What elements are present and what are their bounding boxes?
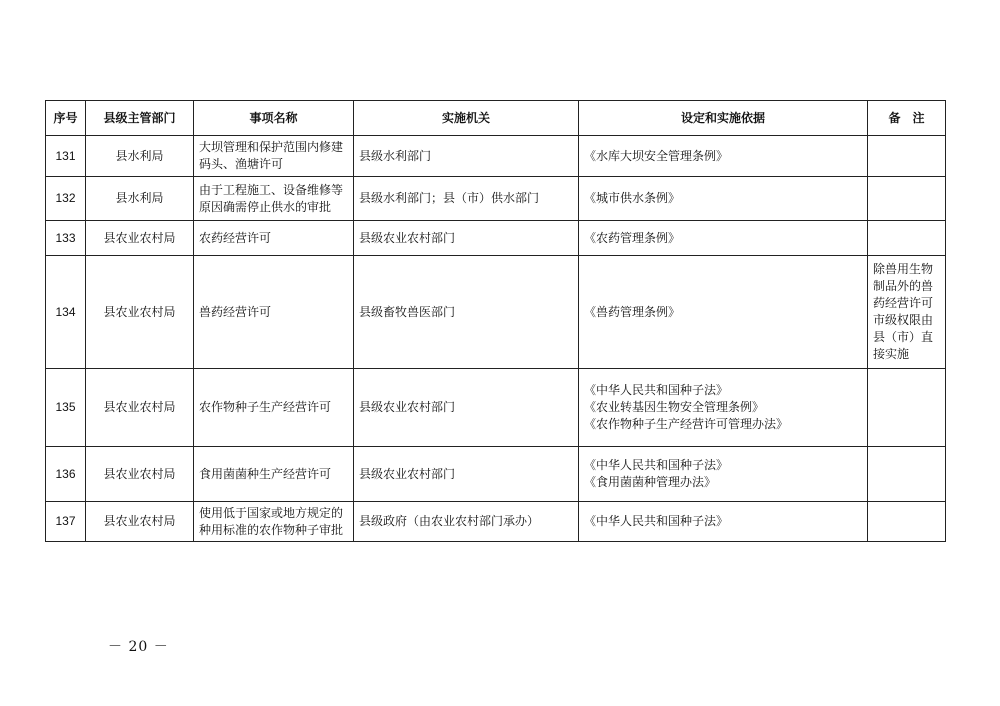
basis-line: 《兽药管理条例》 [584, 304, 681, 319]
cell-basis [579, 256, 868, 369]
basis-line: 《水库大坝安全管理条例》 [584, 148, 729, 163]
basis-line: 《中华人民共和国种子法》 [584, 514, 729, 528]
cell-department: 县农业农村局 [86, 447, 194, 502]
basis-line: 《中华人民共和国种子法》 [584, 383, 729, 397]
header-department: 县级主管部门 [86, 101, 194, 136]
cell-item-name: 食用菌菌种生产经营许可 [194, 447, 354, 502]
cell-serial: 136 [46, 447, 86, 502]
cell-department: 县农业农村局 [86, 369, 194, 447]
cell-basis [579, 502, 868, 542]
cell-agency: 县级农业农村部门 [354, 221, 579, 256]
cell-note [868, 136, 946, 177]
basis-line: 《食用菌菌种管理办法》 [584, 475, 717, 489]
items-table [45, 100, 946, 542]
cell-agency: 县级农业农村部门 [354, 369, 579, 447]
cell-serial: 132 [46, 177, 86, 221]
cell-department: 县水利局 [86, 177, 194, 221]
table-row [46, 502, 946, 542]
table-row [46, 256, 946, 369]
cell-agency: 县级水利部门；县（市）供水部门 [354, 177, 579, 221]
table-row [46, 447, 946, 502]
table-header-row [46, 101, 946, 136]
cell-basis [579, 447, 868, 502]
cell-department: 县农业农村局 [86, 256, 194, 369]
basis-line: 《中华人民共和国种子法》 [584, 458, 729, 472]
header-note: 备 注 [868, 101, 946, 136]
table-row [46, 136, 946, 177]
cell-basis [579, 136, 868, 177]
basis-line: 《农作物种子生产经营许可管理办法》 [584, 417, 789, 431]
cell-note [868, 369, 946, 447]
cell-department: 县水利局 [86, 136, 194, 177]
cell-department: 县农业农村局 [86, 502, 194, 542]
cell-note [868, 502, 946, 542]
header-serial: 序号 [46, 101, 86, 136]
cell-item-name: 农作物种子生产经营许可 [194, 369, 354, 447]
basis-line: 《农业转基因生物安全管理条例》 [584, 400, 765, 414]
basis-line: 《农药管理条例》 [584, 230, 681, 245]
cell-serial: 133 [46, 221, 86, 256]
header-basis: 设定和实施依据 [579, 101, 868, 136]
cell-basis [579, 177, 868, 221]
cell-note [868, 177, 946, 221]
cell-agency: 县级畜牧兽医部门 [354, 256, 579, 369]
cell-note [868, 447, 946, 502]
basis-line: 《城市供水条例》 [584, 191, 681, 205]
cell-department: 县农业农村局 [86, 221, 194, 256]
page-number: － 20 － [108, 639, 169, 655]
table-row [46, 221, 946, 256]
cell-item-name: 农药经营许可 [194, 221, 354, 256]
header-item-name: 事项名称 [194, 101, 354, 136]
cell-note [868, 221, 946, 256]
cell-serial: 134 [46, 256, 86, 369]
cell-item-name: 使用低于国家或地方规定的种用标准的农作物种子审批 [194, 502, 354, 542]
cell-agency: 县级农业农村部门 [354, 447, 579, 502]
table-row [46, 369, 946, 447]
cell-agency: 县级政府（由农业农村部门承办） [354, 502, 579, 542]
cell-basis [579, 221, 868, 256]
cell-item-name: 由于工程施工、设备维修等原因确需停止供水的审批 [194, 177, 354, 221]
cell-note: 除兽用生物制品外的兽药经营许可市级权限由县（市）直接实施 [868, 256, 946, 369]
header-agency: 实施机关 [354, 101, 579, 136]
cell-serial: 135 [46, 369, 86, 447]
cell-serial: 131 [46, 136, 86, 177]
cell-basis [579, 369, 868, 447]
cell-item-name: 兽药经营许可 [194, 256, 354, 369]
cell-item-name: 大坝管理和保护范围内修建码头、渔塘许可 [194, 136, 354, 177]
cell-serial: 137 [46, 502, 86, 542]
table-row [46, 177, 946, 221]
cell-agency: 县级水利部门 [354, 136, 579, 177]
